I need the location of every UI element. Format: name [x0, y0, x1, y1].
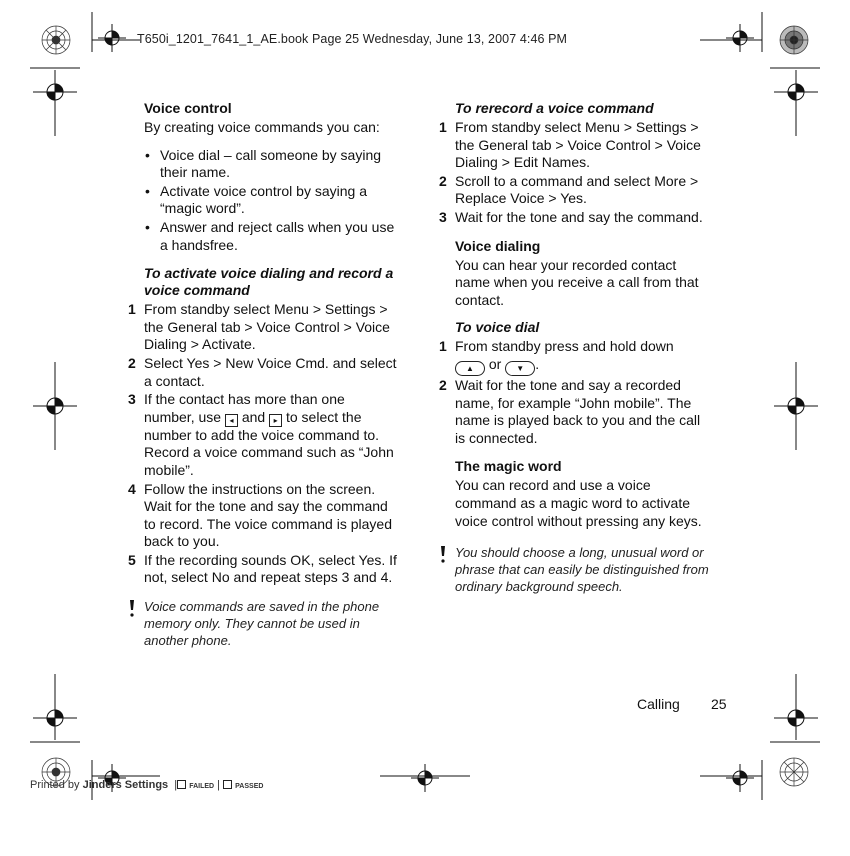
step-item: 3 Wait for the tone and say the command. — [439, 208, 703, 225]
left-column — [127, 100, 399, 649]
step-item: 3 If the contact has more than one number, use ◂ and ▸ to select the number to add the voice command to. Record a voice command such as “John mobile”. — [128, 391, 394, 478]
footer-section-name: Calling — [637, 696, 680, 712]
steps-list — [438, 119, 710, 227]
section-heading-voice-control: Voice control — [144, 100, 232, 116]
book-header: T650i_1201_7641_1_AE.book Page 25 Wednesday, June 13, 2007 4:46 PM — [137, 32, 568, 46]
section-heading-voice-dialing: Voice dialing — [455, 237, 541, 254]
left-nav-key-icon: ◂ — [225, 414, 238, 427]
list-item: • Voice dial – call someone by saying their name. — [144, 147, 399, 182]
steps-list — [127, 301, 399, 587]
bullet-list — [144, 147, 399, 255]
exclamation-note-icon — [438, 545, 448, 567]
note-box: Voice commands are saved in the phone memory only. They cannot be used in another phone. — [127, 598, 399, 649]
step-item: 1 From standby select Menu > Settings > the General tab > Voice Control > Voice Dialing > Edit Names. — [439, 119, 701, 171]
intro-text: By creating voice commands you can: — [144, 119, 380, 135]
magic-word-text: You can record and use a voice command as a magic word to activate voice control without pressing any keys. — [455, 477, 702, 529]
exclamation-note-icon — [127, 599, 137, 621]
step-item: 1 From standby press and hold down ▲ or ▼ . — [438, 338, 710, 376]
checkbox-icon — [177, 780, 186, 789]
list-item: • Answer and reject calls when you use a handsfree. — [144, 219, 399, 254]
step-item: 5 If the recording sounds OK, select Yes. If not, select No and repeat steps 3 and 4. — [128, 551, 397, 586]
note-box: You should choose a long, unusual word or phrase that can easily be distinguished from ordinary background speech. — [438, 544, 710, 595]
steps-list — [438, 338, 710, 447]
volume-down-key-icon: ▼ — [505, 361, 535, 376]
section-heading-magic-word: The magic word — [455, 458, 562, 475]
step-item: 2 Scroll to a command and select More > Replace Voice > Yes. — [439, 172, 699, 207]
voice-dialing-text: You can hear your recorded contact name when you receive a call from that contact. — [455, 256, 699, 308]
sub-heading-rerecord: To rerecord a voice command — [455, 100, 654, 116]
right-nav-key-icon: ▸ — [269, 414, 282, 427]
list-item: • Activate voice control by saying a “magic word”. — [144, 183, 399, 218]
printed-by-line: Printed by Jinders Settings | FAILED | PASSED — [30, 779, 264, 791]
checkbox-icon — [223, 780, 232, 789]
step-item: 2 Select Yes > New Voice Cmd. and select a contact. — [128, 354, 397, 389]
page-number: 25 — [711, 696, 727, 712]
sub-heading-activate: To activate voice dialing and record a voice command — [144, 265, 394, 299]
step-item: 4 Follow the instructions on the screen. Wait for the tone and say the command to record. The voice command is played back to you. — [128, 480, 392, 550]
volume-up-key-icon: ▲ — [455, 361, 485, 376]
step-item: 1 From standby select Menu > Settings > the General tab > Voice Control > Voice Dialing > Activate. — [128, 301, 390, 353]
sub-heading-voice-dial: To voice dial — [455, 319, 540, 336]
step-item: 2 Wait for the tone and say a recorded name, for example “John mobile”. The name is played back to you and the call is connected. — [439, 376, 701, 446]
right-column — [438, 100, 710, 595]
